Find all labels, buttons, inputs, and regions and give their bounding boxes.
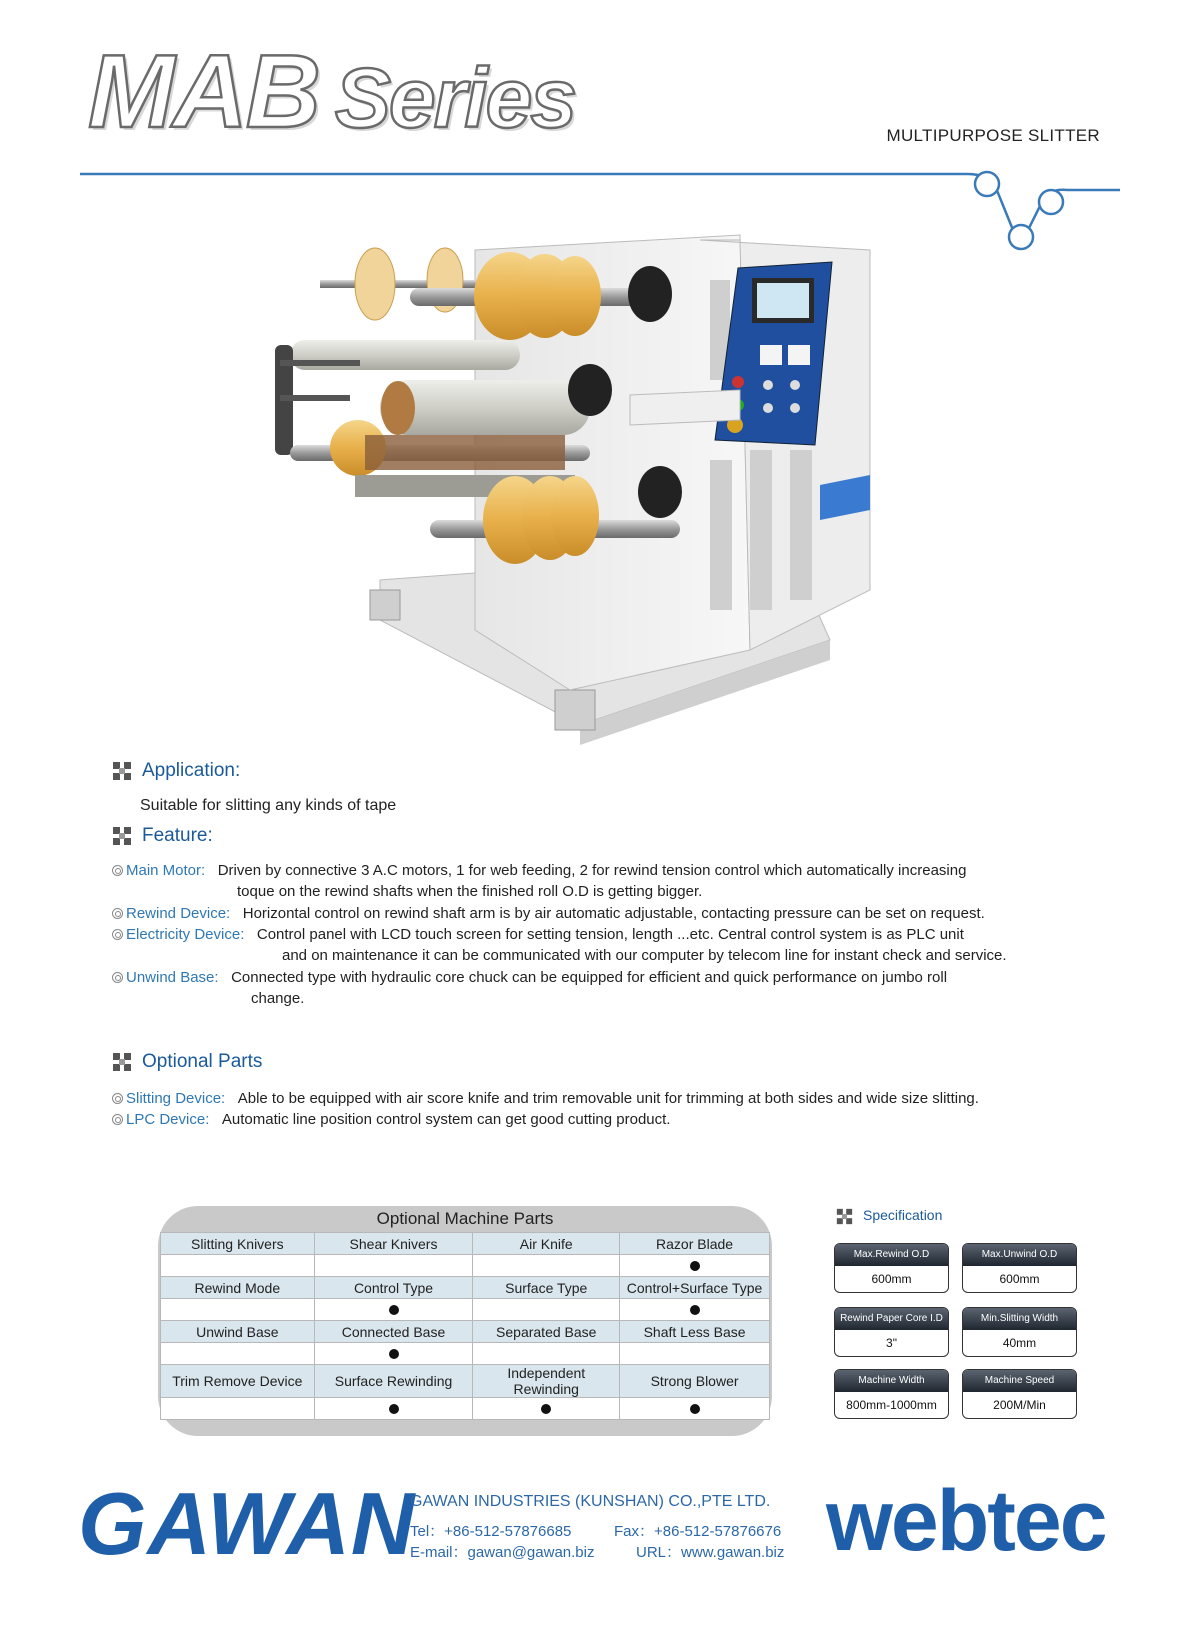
optional-machine-parts-title: Optional Machine Parts [376,1209,554,1228]
spec-max-rewind-od: Max.Rewind O.D 600mm [834,1243,949,1293]
website-url: URL：www.gawan.biz [636,1544,785,1561]
feature-item-electricity-device: Electricity Device: Control panel with LCD touch screen for setting tension, length ...etc. Central control system is as PLC unit [112,924,964,945]
option-selection-cell [620,1299,770,1321]
option-header-cell: Air Knife [473,1233,620,1255]
series-title: MAB Series [88,34,576,150]
option-header-row [161,1277,770,1299]
email: E-mail：gawan@gawan.biz [410,1544,595,1561]
option-selection-cell [161,1299,315,1321]
double-circle-bullet-icon [112,972,123,983]
option-selection-cell [620,1343,770,1365]
optional-machine-parts-table [160,1232,770,1420]
selected-dot-icon [690,1305,700,1315]
section-bullet-icon [112,761,132,781]
selected-dot-icon [690,1261,700,1271]
option-selection-cell [620,1398,770,1420]
application-text: Suitable for slitting any kinds of tape [140,797,397,814]
optional-parts-heading: Optional Parts [112,1051,262,1073]
option-selection-cell [161,1255,315,1277]
option-selection-cell [314,1398,473,1420]
option-selection-cell [473,1398,620,1420]
webtec-logo: webtec [826,1473,1106,1569]
option-selection-row [161,1299,770,1321]
option-selection-cell [314,1299,473,1321]
feature-item-unwind-base: Unwind Base: Connected type with hydraulic core chuck can be equipped for efficient and quick performance on jumbo roll [112,967,947,988]
option-header-row [161,1365,770,1398]
option-selection-cell [473,1299,620,1321]
option-header-cell: Trim Remove Device [161,1365,315,1398]
double-circle-bullet-icon [112,929,123,940]
option-header-row [161,1233,770,1255]
option-selection-cell [161,1398,315,1420]
company-name: GAWAN INDUSTRIES (KUNSHAN) CO.,PTE LTD. [410,1493,771,1510]
double-circle-bullet-icon [112,908,123,919]
option-header-cell: Separated Base [473,1321,620,1343]
option-selection-cell [314,1343,473,1365]
option-header-cell: Shaft Less Base [620,1321,770,1343]
feature-item-main-motor: Main Motor: Driven by connective 3 A.C motors, 1 for web feeding, 2 for rewind tension control which automatically increasing [112,860,966,881]
optional-machine-parts-panel [158,1206,772,1436]
optional-item-lpc-device: LPC Device: Automatic line position control system can get good cutting product. [112,1109,670,1130]
product-subtitle: MULTIPURPOSE SLITTER [886,126,1100,145]
spec-machine-speed: Machine Speed 200M/Min [962,1369,1077,1419]
feature-item-main-motor-cont: toque on the rewind shafts when the finished roll O.D is getting bigger. [237,883,703,900]
telephone: Tel：+86-512-57876685 [410,1523,572,1540]
feature-item-unwind-base-cont: change. [251,990,305,1007]
spec-min-slitting-width: Min.Slitting Width 40mm [962,1307,1077,1357]
option-header-cell: Independent Rewinding [473,1365,620,1398]
application-heading: Application: [112,760,240,782]
spec-rewind-paper-core-id: Rewind Paper Core I.D 3" [834,1307,949,1357]
spec-machine-width: Machine Width 800mm-1000mm [834,1369,949,1419]
option-header-cell: Shear Knivers [314,1233,473,1255]
option-selection-cell [161,1343,315,1365]
option-header-cell: Slitting Knivers [161,1233,315,1255]
feature-item-electricity-device-cont: and on maintenance it can be communicated with our computer by telecom line for instant check and service. [282,947,1007,964]
option-selection-cell [314,1255,473,1277]
spec-max-unwind-od: Max.Unwind O.D 600mm [962,1243,1077,1293]
option-selection-cell [473,1255,620,1277]
gawan-logo: GAWAN [78,1474,416,1573]
option-header-row [161,1321,770,1343]
selected-dot-icon [389,1305,399,1315]
section-bullet-icon [112,1052,132,1072]
specification-heading: Specification [836,1207,942,1225]
optional-item-slitting-device: Slitting Device: Able to be equipped with air score knife and trim removable unit for trimming at both sides and wide size slitting. [112,1088,979,1109]
option-header-cell: Unwind Base [161,1321,315,1343]
option-header-cell: Connected Base [314,1321,473,1343]
option-selection-row [161,1343,770,1365]
feature-item-rewind-device: Rewind Device: Horizontal control on rewind shaft arm is by air automatic adjustable, contacting pressure can be set on request. [112,903,985,924]
option-header-cell: Strong Blower [620,1365,770,1398]
option-header-cell: Razor Blade [620,1233,770,1255]
slitter-machine-image [270,220,910,765]
option-header-cell: Control+Surface Type [620,1277,770,1299]
double-circle-bullet-icon [112,1114,123,1125]
option-selection-cell [620,1255,770,1277]
option-header-cell: Rewind Mode [161,1277,315,1299]
feature-heading: Feature: [112,825,213,847]
option-header-cell: Surface Type [473,1277,620,1299]
section-bullet-icon [112,826,132,846]
fax: Fax：+86-512-57876676 [614,1523,782,1540]
selected-dot-icon [389,1349,399,1359]
section-bullet-icon [836,1208,853,1225]
option-selection-row [161,1398,770,1420]
option-header-cell: Surface Rewinding [314,1365,473,1398]
option-selection-row [161,1255,770,1277]
double-circle-bullet-icon [112,865,123,876]
option-selection-cell [473,1343,620,1365]
selected-dot-icon [690,1404,700,1414]
option-header-cell: Control Type [314,1277,473,1299]
double-circle-bullet-icon [112,1093,123,1104]
selected-dot-icon [541,1404,551,1414]
selected-dot-icon [389,1404,399,1414]
